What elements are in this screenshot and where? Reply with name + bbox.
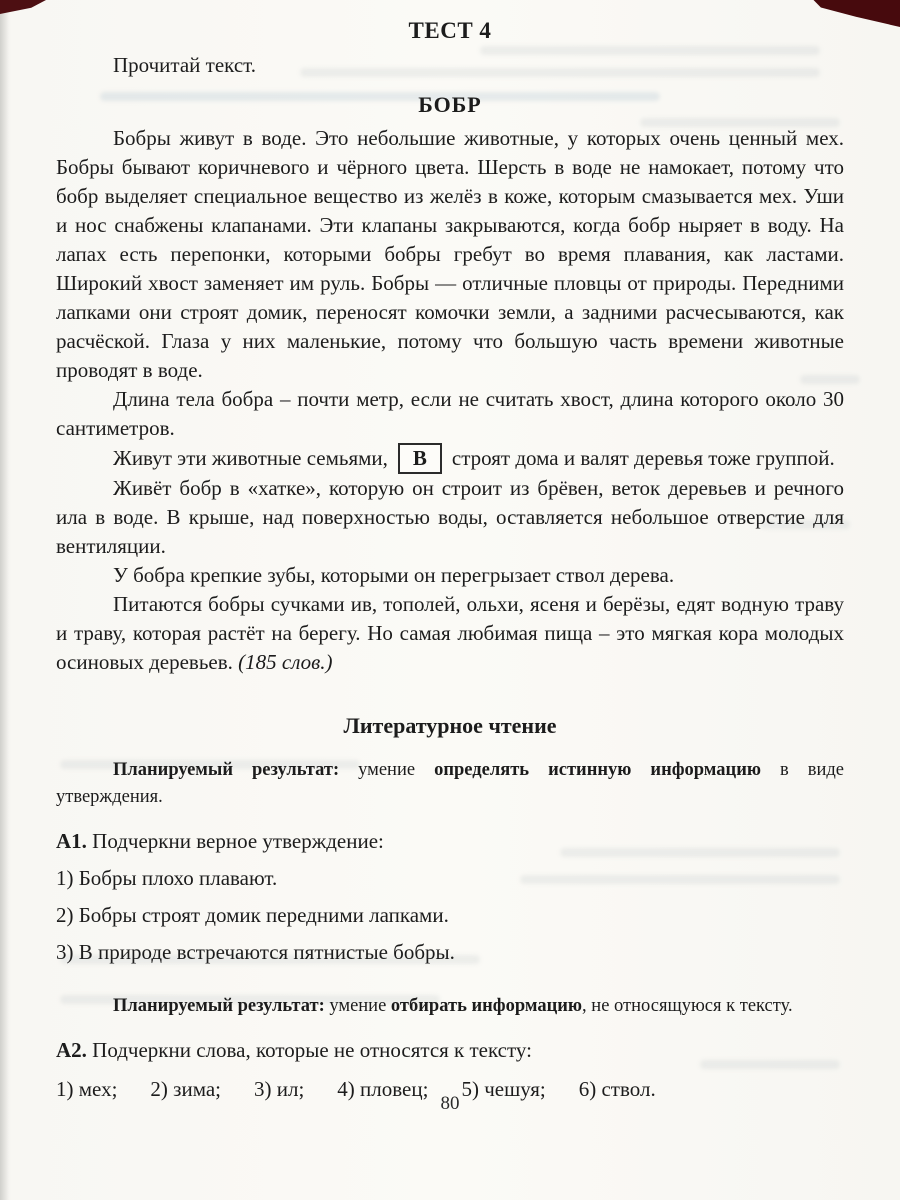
planned-result-2 xyxy=(56,993,844,1020)
paragraph-3-after: строят дома и валят деревья тоже группой. xyxy=(451,446,835,470)
task-a2-heading xyxy=(56,1036,844,1065)
planned-result-1 xyxy=(56,757,844,811)
answer-letter-box[interactable] xyxy=(398,443,442,474)
planned-result-2-mid: умение xyxy=(324,996,391,1016)
paragraph-6-text: Питаются бобры сучками ив, тополей, ольхи, ясеня и берёзы, едят водную траву и траву, которая растёт на берегу. Но самая любимая пища – это мягкая кора молодых осиновых деревьев. xyxy=(56,592,844,674)
task-a1-option-3[interactable]: 3) В природе встречаются пятнистые бобры. xyxy=(56,940,455,964)
task-a2-instruction: Подчеркни слова, которые не относятся к тексту: xyxy=(92,1038,532,1062)
task-a1-heading xyxy=(56,827,844,856)
planned-result-2-skill: отбирать информацию xyxy=(390,996,583,1016)
task-a1-instruction: Подчеркни верное утверждение: xyxy=(92,829,384,853)
planned-result-1-mid: умение xyxy=(339,760,435,780)
paragraph-3-before: Живут эти животные семьями, xyxy=(113,446,388,470)
answer-letter: В xyxy=(412,446,427,470)
task-a2-option-3[interactable]: 3) ил; xyxy=(254,1077,305,1101)
task-a2-option-1[interactable]: 1) мех; xyxy=(56,1077,118,1101)
scan-corner-mark-left xyxy=(0,0,46,14)
scan-edge-shadow xyxy=(0,0,9,1200)
planned-result-2-lead: Планируемый результат: xyxy=(113,996,325,1016)
task-a2-option-4[interactable]: 4) пловец; xyxy=(337,1077,429,1101)
word-count: (185 слов.) xyxy=(238,650,333,674)
test-title: ТЕСТ 4 xyxy=(408,18,492,43)
task-a2-option-5[interactable]: 5) чешуя; xyxy=(461,1077,546,1101)
planned-result-1-skill: определять истинную информацию xyxy=(434,760,761,780)
task-a1-option-2[interactable]: 2) Бобры строят домик передними лапками. xyxy=(56,903,449,927)
task-a1-label: А1. xyxy=(56,829,87,853)
paragraph-4: Живёт бобр в «хатке», которую он строит из брёвен, веток деревьев и речного ила в воде. В крыше, над поверхностью воды, оставляется небольшое отверстие для вентиляции. xyxy=(56,476,844,558)
task-a2-option-6[interactable]: 6) ствол. xyxy=(578,1077,656,1101)
task-a1-option-1[interactable]: 1) Бобры плохо плавают. xyxy=(56,866,278,890)
paragraph-6 xyxy=(56,590,844,677)
reading-text-title: БОБР xyxy=(418,92,482,117)
paragraph-5: У бобра крепкие зубы, которыми он перегрызает ствол дерева. xyxy=(113,563,675,587)
page-number: 80 xyxy=(440,1093,460,1114)
section-title: Литературное чтение xyxy=(343,713,557,738)
planned-result-2-tail: , не относящуюся к тексту. xyxy=(582,996,793,1016)
task-a2-label: А2. xyxy=(56,1038,87,1062)
intro-instruction: Прочитай текст. xyxy=(113,53,257,77)
paragraph-1: Бобры живут в воде. Это небольшие животные, у которых очень ценный мех. Бобры бывают коричневого и чёрного цвета. Шерсть в воде не намокает, потому что бобр выделяет специальное вещество из желёз в коже, которым смазывается мех. Уши и нос снабжены клапанами. Эти клапаны закрываются, когда бобр ныряет в воду. На лапах есть перепонки, которыми бобры гребут во время плавания, как ластами. Широкий хвост заменяет им руль. Бобры — отличные пловцы от природы. Передними лапками они строят домик, переносят комочки земли, а задними расчесываются, как расчёской. Глаза у них маленькие, потому что большую часть времени животные проводят в воде. xyxy=(56,126,844,382)
planned-result-1-lead: Планируемый результат: xyxy=(113,760,340,780)
planned-result-1-tail: в виде утверждения. xyxy=(56,760,845,807)
task-a2-option-2[interactable]: 2) зима; xyxy=(150,1077,221,1101)
page-content xyxy=(56,18,844,1104)
paragraph-3 xyxy=(56,443,844,474)
paragraph-2: Длина тела бобра – почти метр, если не считать хвост, длина которого около 30 сантиметров. xyxy=(56,387,844,440)
